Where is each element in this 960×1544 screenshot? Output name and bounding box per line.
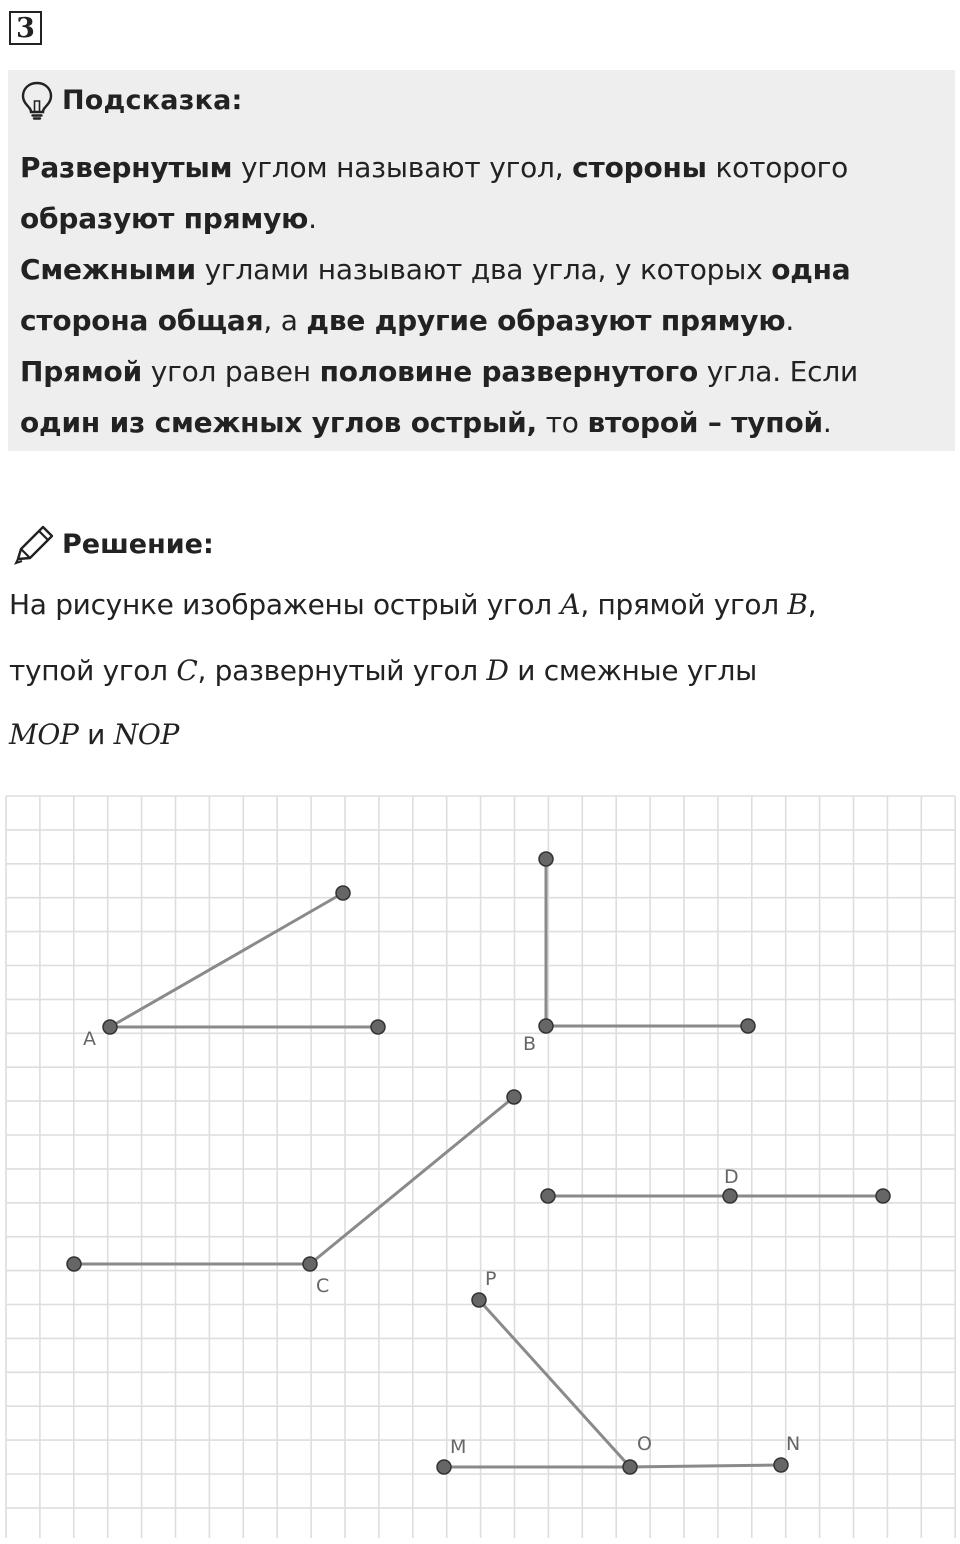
- hint-run: которого: [706, 151, 849, 184]
- point-a1: [336, 886, 350, 900]
- point-c2: [507, 1090, 521, 1104]
- solution-run: На рисунке изображены острый угол: [9, 588, 561, 621]
- hint-run: углами называют два угла, у которых: [195, 253, 772, 286]
- segments: [74, 859, 883, 1467]
- segment-a-upper: [110, 893, 343, 1027]
- hint-line: [20, 346, 945, 397]
- solution-run: , развернутый угол: [197, 654, 487, 687]
- point-a: [103, 1020, 117, 1034]
- point-b2: [741, 1019, 755, 1033]
- hint-bold-run: один из смежных углов острый,: [20, 406, 537, 439]
- hint-run: угол равен: [142, 355, 320, 388]
- solution-run: тупой угол: [9, 654, 177, 687]
- hint-bold-run: Смежными: [20, 253, 196, 286]
- point-m: [437, 1460, 451, 1474]
- point-p: [472, 1293, 486, 1307]
- solution-title: [12, 522, 214, 566]
- hint-bold-run: сторона общая: [20, 304, 264, 337]
- hint-run: угла. Если: [698, 355, 859, 388]
- label-n: N: [786, 1433, 801, 1455]
- segment-on: [630, 1465, 781, 1467]
- hint-line: [20, 244, 945, 295]
- point-d: [723, 1189, 737, 1203]
- math-symbol: C: [176, 654, 198, 687]
- hint-title: [20, 80, 243, 120]
- hint-bold-run: второй – тупой: [587, 406, 823, 439]
- hint-line: [20, 142, 945, 193]
- label-d: D: [724, 1166, 739, 1188]
- grid: [6, 796, 955, 1538]
- math-symbol: D: [486, 654, 509, 687]
- hint-run: , а: [263, 304, 307, 337]
- label-o: O: [637, 1433, 652, 1455]
- solution-run: и смежные углы: [508, 654, 757, 687]
- hint-bold-run: одна: [771, 253, 851, 286]
- hint-run: углом называют угол,: [232, 151, 573, 184]
- hint-title-label: Подсказка:: [62, 84, 243, 116]
- point-c1: [67, 1257, 81, 1271]
- point-o: [623, 1460, 637, 1474]
- hint-run: .: [785, 304, 795, 337]
- hint-run: .: [308, 202, 317, 235]
- point-n: [774, 1458, 788, 1472]
- label-a: A: [83, 1028, 96, 1050]
- point-a2: [371, 1020, 385, 1034]
- hint-bold-run: две другие образуют прямую: [306, 304, 786, 337]
- point-b: [539, 1019, 553, 1033]
- pencil-icon: [12, 523, 56, 565]
- lightbulb-icon: [20, 80, 54, 120]
- task-number: 3: [9, 11, 42, 45]
- math-symbol: NOP: [113, 718, 180, 751]
- math-symbol: MOP: [9, 718, 79, 751]
- math-symbol: A: [560, 588, 581, 621]
- hint-bold-run: образуют прямую: [20, 202, 309, 235]
- label-p: P: [485, 1268, 497, 1290]
- hint-text: [20, 142, 945, 448]
- solution-title-label: Решение:: [62, 528, 214, 560]
- hint-bold-run: стороны: [572, 151, 707, 184]
- hint-line: [20, 295, 945, 346]
- segment-op: [479, 1300, 630, 1467]
- hint-line: [20, 193, 945, 244]
- solution-run: , прямой угол: [580, 588, 788, 621]
- math-symbol: B: [787, 588, 808, 621]
- point-labels: [83, 1028, 800, 1458]
- point-b1: [539, 852, 553, 866]
- label-m: M: [450, 1436, 467, 1458]
- hint-run: .: [822, 406, 832, 439]
- points: [67, 852, 890, 1474]
- hint-run: то: [537, 406, 588, 439]
- point-c: [303, 1257, 317, 1271]
- point-d2: [876, 1189, 890, 1203]
- point-d1: [541, 1189, 555, 1203]
- hint-bold-run: половине развернутого: [319, 355, 699, 388]
- solution-line: [9, 588, 816, 621]
- hint-bold-run: Прямой: [20, 355, 142, 388]
- angles-figure: [0, 790, 960, 1544]
- solution-run: и: [78, 718, 114, 751]
- label-c: C: [316, 1275, 330, 1297]
- hint-bold-run: Развернутым: [20, 151, 233, 184]
- solution-line: [9, 718, 179, 751]
- solution-run: ,: [807, 588, 817, 621]
- hint-line: [20, 397, 945, 448]
- label-b: B: [523, 1033, 537, 1055]
- solution-line: [9, 654, 757, 687]
